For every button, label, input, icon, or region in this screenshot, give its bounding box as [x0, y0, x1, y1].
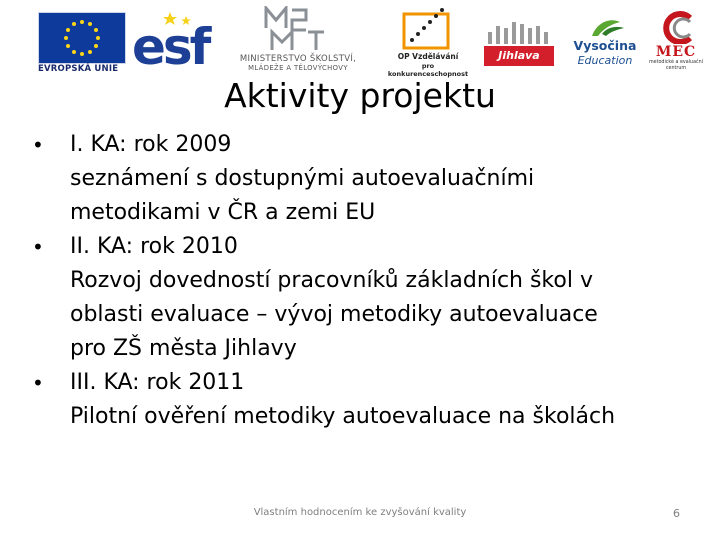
- bullet-icon: •: [32, 133, 44, 157]
- eu-caption: EVROPSKÁ UNIE: [38, 64, 119, 74]
- mec-name: MEC: [655, 44, 697, 60]
- mec-mark-icon: [646, 10, 706, 44]
- item-text-line: Pilotní ověření metodiky autoevaluace na školách: [70, 404, 616, 429]
- msmt-line2: MLÁDEŽE A TĚLOVÝCHOVY: [248, 64, 348, 72]
- footer-text: Vlastním hodnocením ke zvyšování kvality: [253, 507, 467, 518]
- jihlava-skyline-icon: [482, 8, 558, 46]
- msmt-logo: [222, 6, 374, 76]
- item-heading: II. KA: rok 2010: [70, 234, 238, 259]
- item-text-line: seznámení s dostupnými autoevaluačními: [70, 166, 535, 191]
- vysocina-logo: [568, 14, 642, 70]
- item-heading: III. KA: rok 2011: [70, 370, 245, 395]
- msmt-mark-icon: [262, 6, 336, 52]
- msmt-line1: MINISTERSTVO ŠKOLSTVÍ,: [239, 54, 357, 64]
- list-item: [32, 230, 712, 366]
- jihlava-logo: [482, 8, 558, 68]
- op-mark-icon: [382, 6, 474, 52]
- item-text-line: Rozvoj dovedností pracovníků základních škol v: [70, 268, 593, 293]
- bullet-icon: •: [32, 371, 44, 395]
- slide-title: Aktivity projektu: [224, 76, 496, 115]
- vysocina-line1: Vysočina: [573, 38, 637, 53]
- list-item: [32, 366, 712, 434]
- vysocina-line2: Education: [577, 54, 633, 67]
- op-line2: pro konkurenceschopnost: [387, 62, 469, 78]
- list-item: [32, 128, 712, 230]
- item-text-line: oblasti evaluace – vývoj metodiky autoevaluace: [70, 302, 598, 327]
- item-text-line: pro ZŠ města Jihlavy: [70, 336, 297, 361]
- page-number: 6: [673, 507, 680, 520]
- esf-letters: esf: [132, 18, 209, 76]
- esf-logo: [132, 10, 216, 74]
- op-line1: OP Vzdělávání: [397, 52, 459, 61]
- item-text-line: metodikami v ČR a zemi EU: [70, 200, 376, 225]
- logo-bar: [0, 0, 720, 80]
- vysocina-leaf-icon: [568, 14, 642, 40]
- bullet-icon: •: [32, 235, 44, 259]
- eu-flag-icon: [38, 12, 126, 64]
- op-logo: [382, 6, 474, 78]
- jihlava-badge: Jihlava: [484, 46, 554, 66]
- mec-subtitle: metodické a evaluační centrum: [648, 60, 704, 71]
- eu-flag-logo: [38, 12, 126, 74]
- bullet-list: [32, 128, 712, 434]
- mec-logo: [646, 10, 706, 72]
- item-heading: I. KA: rok 2009: [70, 132, 232, 157]
